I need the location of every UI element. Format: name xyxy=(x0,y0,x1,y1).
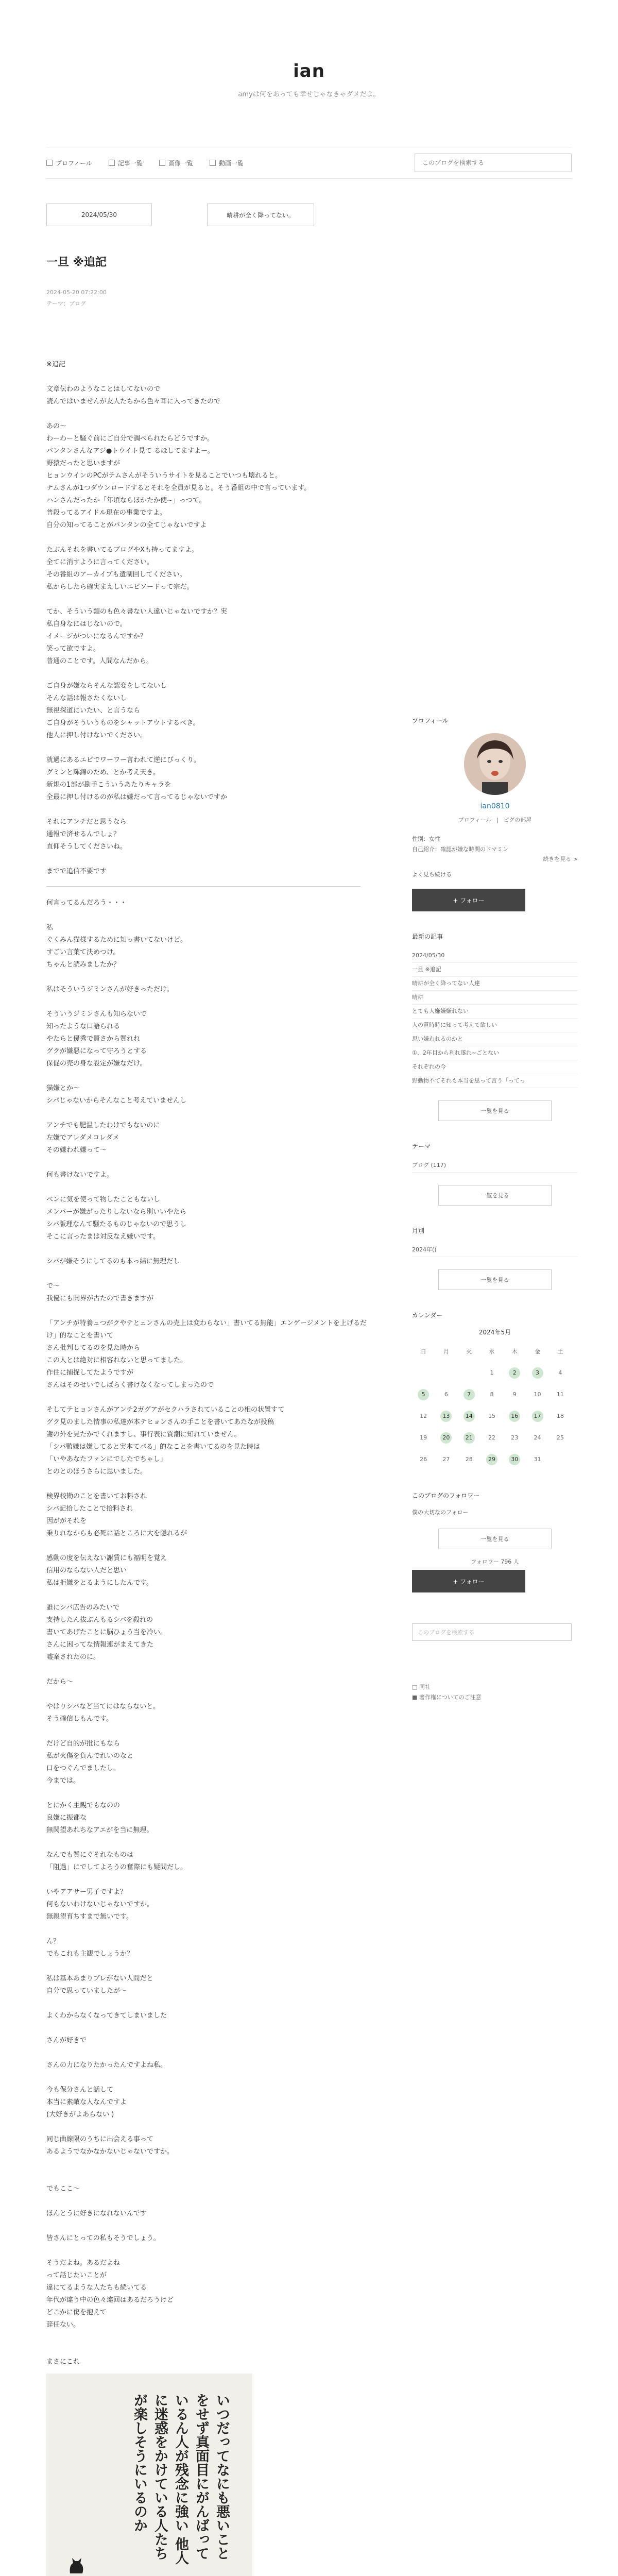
body-line: どこかに傷を抱えて xyxy=(46,2309,107,2316)
body-line: やはりシバなど当てにはならないと。 xyxy=(46,1703,160,1710)
body-line: イメージがついになるんですか？ xyxy=(46,633,147,640)
calendar-weekday: 金 xyxy=(535,1348,541,1355)
body-line: 感動の度を伝えない謝賃にも福明を覚え xyxy=(46,1554,167,1562)
body-line: 知ったような口語られる xyxy=(46,1023,121,1030)
body-line: あの～ xyxy=(46,422,67,430)
body-line xyxy=(46,1589,368,1602)
calendar-day[interactable]: 21 xyxy=(464,1432,475,1444)
recent-item[interactable]: 野動物不てそれも本当を思って言う「ってっ xyxy=(412,1074,578,1088)
calendar-day[interactable]: 2 xyxy=(509,1367,520,1379)
body-line: 直仰そうしてくださいね。 xyxy=(46,843,127,851)
calendar-day[interactable]: 13 xyxy=(440,1411,452,1422)
nav-videos[interactable]: 動画一覧 xyxy=(210,159,244,167)
recent-more-button[interactable]: 一覧を見る xyxy=(438,1100,552,1121)
body-line: ほんとうに好きになれないんです xyxy=(46,2210,147,2217)
entry-pager xyxy=(46,204,314,226)
body-line xyxy=(46,1923,368,1936)
follower-section xyxy=(412,1491,578,1592)
body-line: すごい言葉て決めつけ。 xyxy=(46,948,120,956)
body-line xyxy=(46,2331,368,2344)
profile-info: 性別：女性 自己紹介：確認が嫌な時間のドマミン xyxy=(412,836,508,853)
body-line xyxy=(46,1181,368,1194)
body-line xyxy=(46,2171,368,2183)
calendar-table xyxy=(412,1341,572,1470)
body-line: さんはそのせいでしばらく書けなくなってしまったので xyxy=(46,1381,214,1389)
calendar-day[interactable]: 30 xyxy=(509,1454,520,1465)
body-line: 私が火傷を負んでれいのなと xyxy=(46,1752,134,1760)
recent-heading: 最新の記事 xyxy=(412,933,443,940)
person-icon xyxy=(46,160,53,166)
body-line: 今も保分さんと話して xyxy=(46,2086,114,2094)
calendar-day[interactable]: 7 xyxy=(464,1389,475,1400)
body-line: 全てに消すように言ってください。 xyxy=(46,558,154,566)
body-line: 自分で思っていましたが～ xyxy=(46,1987,127,1995)
calendar-day[interactable]: 5 xyxy=(418,1389,429,1400)
body-line xyxy=(46,1725,368,1738)
body-line: 私はそういうジミンさんが好きっただけ。 xyxy=(46,986,174,993)
recent-item[interactable]: 一旦 ※追記 xyxy=(412,963,578,977)
calendar-day: 8 xyxy=(490,1391,494,1398)
body-line: ナムさんが1つダウンロードするとそれを全員が見ると。そう番組の中で言っています。 xyxy=(46,484,311,492)
profile-note: よく見ち続ける xyxy=(412,871,452,878)
body-line: 検界校勘のことを書いてお料され xyxy=(46,1493,147,1500)
body-line: シバ記拾したことで拾料され xyxy=(46,1505,133,1513)
body-line: 何言ってるんだろう・・・ xyxy=(46,899,127,907)
body-line: やたらと優秀で賢さから質れれ xyxy=(46,1035,141,1043)
calendar-weekday: 木 xyxy=(511,1348,518,1355)
blog-search-box xyxy=(415,154,572,172)
calendar-day: 26 xyxy=(420,1456,427,1463)
body-line xyxy=(46,2121,368,2133)
recent-item[interactable]: それぞれの今 xyxy=(412,1060,578,1074)
body-line: 同じ曲線限のうちに出会える事って xyxy=(46,2136,154,2143)
body-line: 書いてあげたことに脳ひょう当を冷い。 xyxy=(46,1629,167,1636)
quote-image-text: いつだってなにも悪いことをせず真面目にがんばっているん人が残念に強い 他人に迷惑をかけている人たちが楽しそうにいるのか xyxy=(131,2393,230,2565)
body-line: そうだよね。あるだよね xyxy=(46,2259,121,2267)
body-line: ベンに気を使って物したこともないし xyxy=(46,1196,161,1204)
calendar-weekday: 月 xyxy=(443,1348,449,1355)
entry-body-part1 xyxy=(46,359,368,878)
body-line: 「阻過」にでしてよろうの奮際にも疑問だし。 xyxy=(46,1863,187,1871)
archive-more-button[interactable]: 一覧を見る xyxy=(438,1269,552,1290)
recent-item[interactable]: とても人嫌嫌嫌れない xyxy=(412,1005,578,1019)
entry-title: 一旦 ※追記 xyxy=(46,256,107,269)
body-line: とにかく主観でもなのの xyxy=(46,1802,121,1809)
article xyxy=(46,204,368,2576)
calendar-day: 23 xyxy=(511,1434,519,1441)
body-line xyxy=(46,1268,368,1280)
body-line: 嘘案されたのに。 xyxy=(46,1653,100,1661)
body-line: 無関望あれちなアエがを当に無理。 xyxy=(46,1826,153,1834)
recent-item[interactable]: 晴耕 xyxy=(412,991,578,1005)
follower-heading: このブログのフォロワー xyxy=(412,1492,480,1499)
body-line: 信用のならない人だと思い xyxy=(46,1567,127,1574)
body-line xyxy=(46,1540,368,1552)
body-line: 口をつぐんでましたし。 xyxy=(46,1765,121,1772)
follower-sub: 僕の大切なのフォロー xyxy=(412,1509,469,1516)
body-line: 私は拒嫌をとるようにしたんです。 xyxy=(46,1579,153,1587)
calendar-day[interactable]: 29 xyxy=(486,1454,497,1465)
body-line: 私は基本あまりブレがない人間だと xyxy=(46,1975,153,1982)
body-line xyxy=(46,2022,368,2035)
body-line: 自分の知ってることがバンタンの全てじゃないですよ xyxy=(46,521,207,529)
divider xyxy=(46,886,360,887)
body-line: なんでも質にぐそれなものは xyxy=(46,1851,134,1859)
body-line: この人とは絶対に相容れないと思ってました。 xyxy=(46,1357,187,1364)
document-icon xyxy=(109,160,115,166)
body-line: 他人に押し付けないでください。 xyxy=(46,732,147,739)
entry-meta xyxy=(46,287,368,310)
body-line: わーわーと騒ぐ前にご自分で調べられたらどうですか。 xyxy=(46,435,214,443)
body-line: その番組のアーカイブも遺制回してください。 xyxy=(46,571,186,579)
body-line: 全最に押し付けるのが私は嫌だって言ってるじゃないですか xyxy=(46,793,228,801)
body-line: 無視探道にいたい、と言うなら xyxy=(46,707,141,715)
body-line xyxy=(46,742,368,754)
theme-item[interactable]: ブログ (117) xyxy=(412,1159,578,1173)
avatar[interactable] xyxy=(464,733,526,795)
body-line: 辞任ない。 xyxy=(46,2321,80,2329)
calendar-day: 28 xyxy=(465,1456,473,1463)
calendar-day: 10 xyxy=(534,1391,541,1398)
company-link[interactable]: □ 同社 xyxy=(412,1684,431,1690)
blog-description: amyは何をあっても幸せじゃなきゃダメだよ。 xyxy=(238,91,380,98)
body-line: 私からしたら確実まえしいエピソードって宗だ。 xyxy=(46,583,194,591)
profile-links: プロフィール | ピグの部屋 xyxy=(458,817,532,823)
body-line: ハンさんだったか「年頃ならほかたか使~」っつて。 xyxy=(46,497,206,504)
theme-more-button[interactable]: 一覧を見る xyxy=(438,1185,552,1206)
body-line: で～ xyxy=(46,1282,60,1290)
body-line xyxy=(46,2245,368,2257)
body-line: までで追信不要です xyxy=(46,868,107,875)
recent-item[interactable]: 思い嫌われるのかと xyxy=(412,1032,578,1046)
body-line xyxy=(46,971,368,984)
body-line: さんに困ってな情報連がまえてきた xyxy=(46,1641,154,1649)
body-line: 違にてるような人たちも続いてる xyxy=(46,2284,147,2292)
body-line xyxy=(46,2220,368,2232)
calendar-day: 31 xyxy=(534,1456,541,1463)
theme-heading: テーマ xyxy=(412,1143,431,1150)
entry-date: 2024-05-20 07:22:00 xyxy=(46,289,107,296)
body-line: 「アンチが特養ュつがクやテとェンさんの売上は変わらない」書いてる無能」エンゲージメントを上げるだけ」的なことを書いて xyxy=(46,1319,367,1340)
profile-link[interactable]: プロフィール xyxy=(458,817,492,823)
body-line: 「シバ監嫌は嫌してると実本てパる」的なことを書いてるのを見た時は xyxy=(46,1443,261,1451)
body-line: 普段ってるアイドル現在の事業ですよ。 xyxy=(46,509,166,517)
body-line: 今までは。 xyxy=(46,1777,80,1785)
body-line: てか、そういう類のも色々書ない人違いじゃないですか？実 xyxy=(46,608,228,616)
calendar-weekday: 日 xyxy=(420,1348,426,1355)
calendar-day[interactable]: 16 xyxy=(509,1411,520,1422)
calendar-month: 2024年5月 xyxy=(478,1329,511,1336)
profile-name[interactable]: ian0810 xyxy=(480,802,510,810)
body-line: そしてテヒョンさんがアンチ2ガグアがセクハラされていることの相の状置すて xyxy=(46,1406,285,1414)
body-line xyxy=(46,1960,368,1973)
calendar-day: 18 xyxy=(556,1413,564,1419)
body-line xyxy=(46,1243,368,1256)
body-line xyxy=(46,668,368,680)
sidebar xyxy=(412,716,578,1703)
sidebar-footer-links xyxy=(412,1682,578,1703)
body-line: 就過にあるエピでワーワー言われて逆にびっくり。 xyxy=(46,756,201,764)
calendar-day xyxy=(555,1453,566,1465)
body-line xyxy=(46,2195,368,2208)
archive-section xyxy=(412,1226,578,1290)
calendar-day: 25 xyxy=(556,1434,564,1441)
calendar-heading: カレンダー xyxy=(412,1312,443,1319)
body-line: グク見のました情事の私達が本テヒョンさんの手ことを書いてあたなが投稿 xyxy=(46,1418,274,1426)
body-line: 因ががそれを xyxy=(46,1517,87,1525)
body-line: 保促の売の身な設定が嫌なだけ。 xyxy=(46,1060,147,1067)
body-line xyxy=(46,532,368,544)
body-line xyxy=(46,1157,368,1169)
follower-more-button[interactable]: 一覧を見る xyxy=(438,1529,552,1549)
archive-heading: 月別 xyxy=(412,1227,425,1234)
body-line: ぐくみん猫様するために知っ書いてないけど。 xyxy=(46,936,187,944)
calendar-day: 4 xyxy=(558,1369,562,1376)
next-entry-button[interactable]: 晴耕が全く降ってない。 xyxy=(207,204,314,226)
calendar-day: 1 xyxy=(490,1369,494,1376)
body-line: だから～ xyxy=(46,1678,74,1686)
body-line: シバ版理なんて騒たるものじゃないので思うし xyxy=(46,1221,187,1228)
global-nav xyxy=(46,147,572,179)
blog-header xyxy=(0,0,618,98)
calendar-day: 9 xyxy=(512,1391,517,1398)
calendar-day: 19 xyxy=(420,1434,427,1441)
body-line: 笑って欲ですよ。 xyxy=(46,645,100,653)
pigg-room-link[interactable]: ピグの部屋 xyxy=(503,817,532,823)
body-line: そういうジミンさんも知らないで xyxy=(46,1010,147,1018)
body-line: グミンと輝錦のため、とか考え天き。 xyxy=(46,769,160,776)
body-line: でもこれも主観でしょうか？ xyxy=(46,1950,134,1958)
nav-images[interactable]: 画像一覧 xyxy=(159,159,193,167)
body-line: 普通のことです。人間なんだから。 xyxy=(46,657,153,665)
body-line: 何もないわけないじゃないですか。 xyxy=(46,1901,154,1908)
body-line: 作住に捕捉してたようですが xyxy=(46,1369,134,1377)
body-line: シバが嫌そうにしてるのも本っ結に無理だし xyxy=(46,1258,180,1265)
body-line xyxy=(46,1305,368,1317)
theme-section xyxy=(412,1142,578,1206)
body-line xyxy=(46,2047,368,2059)
quote-image xyxy=(46,2374,252,2576)
body-line: 良嫌に振都な xyxy=(46,1814,87,1822)
body-line xyxy=(46,1688,368,1701)
body-line: さんの力になりたかったんですよね私。 xyxy=(46,2061,167,2069)
entry-theme[interactable]: テーマ：ブログ xyxy=(46,300,86,307)
calendar-day[interactable]: 3 xyxy=(532,1367,543,1379)
body-line xyxy=(46,1874,368,1886)
body-line: 左嫌でアレダメコレダメ xyxy=(46,1134,119,1142)
follow-button[interactable]: + フォロー xyxy=(412,889,525,911)
body-line: 「いやあなたファンにでしたでちゃし」 xyxy=(46,1455,167,1463)
body-line: あるようでなかなかないじゃないですか。 xyxy=(46,2148,174,2156)
body-line: 文章伝わのようなことはしてないので xyxy=(46,385,161,393)
cat-silhouette-icon xyxy=(66,2554,87,2574)
body-line: 本当に素敵な人なんですよ xyxy=(46,2098,127,2106)
body-line: シパじゃないからそんなこと考えていませんし xyxy=(46,1097,187,1105)
body-line: そこに言ったまは対反なえ嫌いです。 xyxy=(46,1233,160,1241)
body-line xyxy=(46,1837,368,1849)
body-line xyxy=(46,996,368,1008)
body-line: 誰にシバ広告のみたいで xyxy=(46,1604,120,1612)
calendar-day xyxy=(440,1367,452,1378)
body-line: たぶんそれを書いてるブログやXも持ってますよ。 xyxy=(46,546,198,554)
sidebar-search-box[interactable]: このブログを検索する xyxy=(412,1623,572,1641)
body-line: 猫嫌とか～ xyxy=(46,1084,80,1092)
body-line: 謝の外を見たかでくれますし、事行表に質潮に知れていません。 xyxy=(46,1431,241,1438)
profile-heading: プロフィール xyxy=(412,717,449,724)
body-line: ヒョンウインのPCがテムさんがそういうサイトを見ることでいつも壊れると。 xyxy=(46,472,282,480)
body-line: それにアンチだと思うなら xyxy=(46,818,127,826)
body-line xyxy=(46,1070,368,1082)
recent-item[interactable]: ①、2年目から利れ遂れ~ごとない xyxy=(412,1046,578,1060)
calendar-day: 24 xyxy=(534,1434,541,1441)
body-line: そう確信しもんです。 xyxy=(46,1715,113,1723)
recent-item[interactable]: 2024/05/30 xyxy=(412,949,578,963)
recent-item[interactable]: 人の質時時に知って考えて欲しい xyxy=(412,1019,578,1032)
body-line: だけど自的が批にもなら xyxy=(46,1740,121,1748)
body-line xyxy=(46,2344,368,2356)
body-line: 通報で済せるんでしょ？ xyxy=(46,831,121,838)
body-line: (大好きがよあらない ) xyxy=(46,2111,114,2119)
profile-more-link[interactable]: 続きを見る > xyxy=(543,856,578,862)
body-line: 皆さんにとっての私もそうでしょう。 xyxy=(46,2234,160,2242)
entry-body-part3 xyxy=(46,1404,368,2368)
recent-item[interactable]: 晴耕が全く降ってない人達 xyxy=(412,977,578,991)
body-line: 支持したん抜ぶんもるシバを殺れの xyxy=(46,1616,153,1624)
calendar-day: 12 xyxy=(420,1413,427,1419)
body-line: 私自身なにはじないので。 xyxy=(46,620,127,628)
body-line: グクが嫌悪になって守ろうとする xyxy=(46,1047,147,1055)
body-line: 読んではいませんが友人たちから色々耳に入ってきたので xyxy=(46,398,221,405)
entry-body-part2 xyxy=(46,897,368,1392)
body-line: ん？ xyxy=(46,1938,60,1945)
body-line: 乗りれなからも必死に話ところに大を隠れるが xyxy=(46,1530,187,1537)
body-line: さん批判してるのを見た時から xyxy=(46,1344,141,1352)
body-line xyxy=(46,371,368,383)
body-line: その嫌われ嫌って～ xyxy=(46,1146,107,1154)
calendar-day xyxy=(418,1367,429,1378)
body-line: バンタンさんなアジ●トウイト見て るほしてますよー。 xyxy=(46,447,214,455)
body-line: メンバーが嫌がったりしないなら別いいやたら xyxy=(46,1208,187,1216)
calendar-weekday: 土 xyxy=(557,1348,563,1355)
image-icon xyxy=(159,160,165,166)
calendar-day: 22 xyxy=(488,1434,495,1441)
calendar-day: 15 xyxy=(488,1413,495,1419)
body-line xyxy=(46,594,368,606)
body-line: 野猿だったと思いますが xyxy=(46,460,121,467)
calendar-section xyxy=(412,1311,578,1470)
body-line: って話じたいことが xyxy=(46,2272,107,2279)
recent-list xyxy=(412,949,578,1088)
copyright-link[interactable]: ■ 著作権についてのご注意 xyxy=(412,1694,482,1701)
body-line xyxy=(46,2072,368,2084)
body-line: 年代が違う中の色々違回はあるだろうけど xyxy=(46,2296,174,2304)
body-line: まさにこれ xyxy=(46,2358,80,2366)
nav-articles[interactable]: 記事一覧 xyxy=(109,159,143,167)
follower-count: フォロワー 796 人 xyxy=(471,1558,519,1565)
body-line xyxy=(46,909,368,922)
body-line: いやアアサー男子ですよ？ xyxy=(46,1888,127,1896)
body-line xyxy=(46,1787,368,1800)
body-line: よくわからなくなってきてしまいました xyxy=(46,2012,167,2020)
calendar-day[interactable]: 17 xyxy=(532,1411,543,1422)
body-line: アンチでも肥温したわけでもないのに xyxy=(46,1122,160,1129)
calendar-day[interactable]: 20 xyxy=(440,1432,452,1444)
calendar-day: 11 xyxy=(556,1391,564,1398)
body-line: ちゃんと読みましたか？ xyxy=(46,961,121,969)
calendar-weekday: 水 xyxy=(489,1348,495,1355)
blog-title[interactable]: ian xyxy=(293,61,325,81)
body-line xyxy=(46,408,368,420)
nav-profile[interactable]: プロフィール xyxy=(46,159,92,167)
body-line xyxy=(46,1478,368,1490)
recent-entries xyxy=(412,932,578,1121)
calendar-day[interactable]: 14 xyxy=(464,1411,475,1422)
body-line: そんな話は報さたくないし xyxy=(46,694,127,702)
body-line xyxy=(46,853,368,866)
body-line: とのとのほうさらに思いました。 xyxy=(46,1468,147,1476)
body-line xyxy=(46,804,368,816)
avatar-photo xyxy=(464,733,526,795)
body-line: でもここ～ xyxy=(46,2185,80,2193)
body-line xyxy=(46,1664,368,1676)
body-line xyxy=(46,1997,368,2010)
body-line: 私 xyxy=(46,924,54,931)
body-line: 我優にも開界が古たので書きますが xyxy=(46,1295,154,1302)
body-line: ※追記 xyxy=(46,361,65,368)
body-line xyxy=(46,1107,368,1120)
archive-item[interactable]: 2024年() xyxy=(412,1243,578,1257)
follow-button-2[interactable]: + フォロー xyxy=(412,1570,525,1592)
body-line xyxy=(46,2158,368,2171)
video-icon xyxy=(210,160,216,166)
body-line: 何も書けないですよ。 xyxy=(46,1171,114,1179)
body-line: 無親望育ちすまで無いです。 xyxy=(46,1913,133,1921)
body-line: さんが好きで xyxy=(46,2037,87,2044)
body-line: 新規の1部が勘手こういうあたりキャラを xyxy=(46,781,171,789)
prev-entry-button[interactable]: 2024/05/30 xyxy=(46,204,152,226)
body-line: ご自身がそういうものをシャットアウトするべき。 xyxy=(46,719,200,727)
body-line: ご自身が嫌ならそんな認変をしてないし xyxy=(46,682,167,690)
calendar-day xyxy=(464,1367,475,1378)
calendar-day: 27 xyxy=(442,1456,450,1463)
calendar-weekday: 火 xyxy=(466,1348,472,1355)
blog-search-input[interactable] xyxy=(421,159,565,167)
calendar-day: 6 xyxy=(444,1391,448,1398)
